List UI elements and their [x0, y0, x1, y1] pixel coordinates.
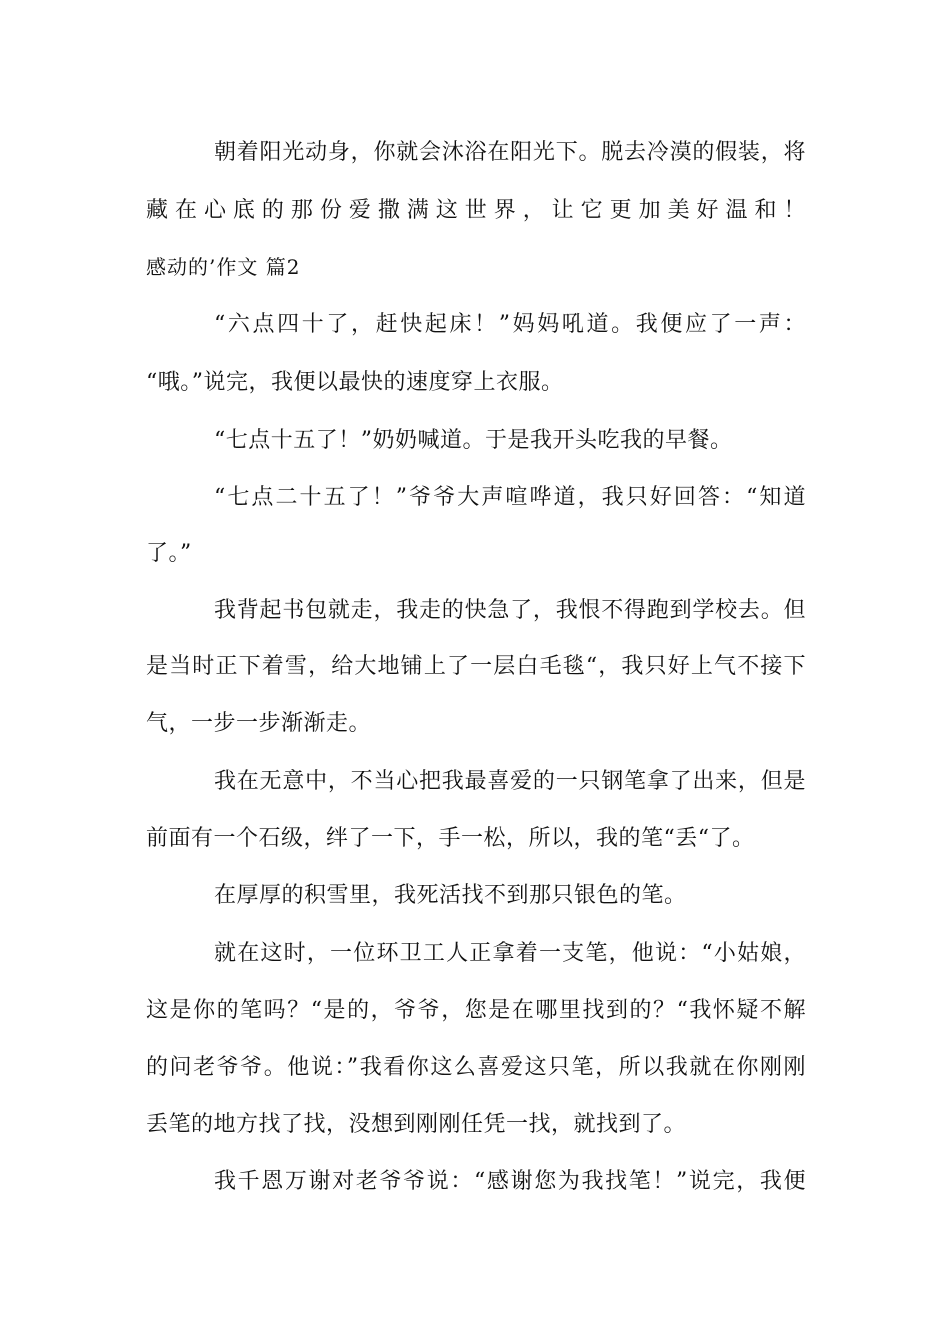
paragraph-line: “七点十五了！”奶奶喊道。于是我开头吃我的早餐。 — [214, 428, 733, 453]
paragraph-line: 的问老爷爷。他说：”我看你这么喜爱这只笔，所以我就在你刚刚 — [146, 1055, 806, 1080]
paragraph-line: 就在这时，一位环卫工人正拿着一支笔，他说：“小姑娘， — [214, 941, 806, 966]
paragraph-line: “六点四十了，赶快起床！”妈妈吼道。我便应了一声： — [214, 312, 806, 337]
paragraph-line: “哦。”说完，我便以最快的速度穿上衣服。 — [146, 370, 564, 395]
paragraph-line: 是当时正下着雪，给大地铺上了一层白毛毯“，我只好上气不接下 — [146, 654, 806, 679]
paragraph-line: 丢笔的地方找了找，没想到刚刚任凭一找，就找到了。 — [146, 1112, 687, 1137]
paragraph-line: 气，一步一步渐渐走。 — [146, 711, 372, 736]
paragraph-line: 我背起书包就走，我走的快急了，我恨不得跑到学校去。但 — [214, 598, 806, 623]
paragraph-line: 我在无意中，不当心把我最喜爱的一只钢笔拿了出来，但是 — [214, 769, 806, 794]
paragraph-line: 这是你的笔吗？“是的，爷爷，您是在哪里找到的？“我怀疑不解 — [146, 998, 806, 1023]
paragraph-line: 了。” — [146, 541, 192, 566]
paragraph-line: 朝着阳光动身，你就会沐浴在阳光下。脱去冷漠的假装，将 — [214, 140, 806, 165]
paragraph-line: 藏在心底的那份爱撒满这世界，让它更加美好温和！ — [146, 198, 806, 223]
paragraph-line: 我千恩万谢对老爷爷说：“感谢您为我找笔！”说完，我便 — [214, 1169, 806, 1194]
section-heading: 感动的’作文 篇2 — [146, 255, 301, 279]
paragraph-line: 前面有一个石级，绊了一下，手一松，所以，我的笔“丢“了。 — [146, 826, 755, 851]
paragraph-line: “七点二十五了！”爷爷大声喧哗道，我只好回答：“知道 — [214, 485, 806, 510]
paragraph-line: 在厚厚的积雪里，我死活找不到那只银色的笔。 — [214, 883, 687, 908]
